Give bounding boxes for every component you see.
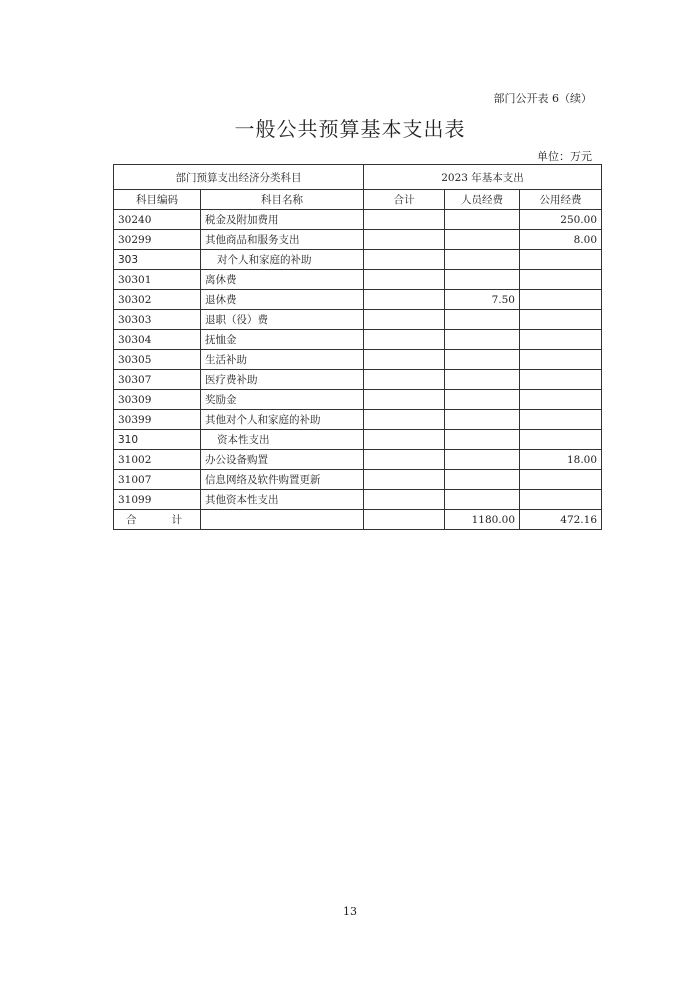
row-personnel: 7.50 [445,290,520,310]
row-total [364,210,445,230]
row-personnel [445,350,520,370]
table-row [114,450,602,470]
row-total [364,450,445,470]
row-name: 其他商品和服务支出 [201,230,364,250]
table-row [114,350,602,370]
row-total [364,250,445,270]
row-public [520,470,602,490]
table-row [114,310,602,330]
row-code: 30299 [114,230,201,250]
row-code: 30399 [114,410,201,430]
table-row [114,430,602,450]
row-personnel [445,210,520,230]
row-code: 310 [114,430,201,450]
row-personnel [445,330,520,350]
total-sum [364,510,445,530]
row-public [520,430,602,450]
table-row [114,470,602,490]
row-name: 其他对个人和家庭的补助 [201,410,364,430]
table-header-row-1 [114,165,602,190]
col-total-header: 合计 [364,190,445,210]
row-name: 其他资本性支出 [201,490,364,510]
table-row [114,230,602,250]
row-name: 信息网络及软件购置更新 [201,470,364,490]
classification-header: 部门预算支出经济分类科目 [114,165,364,190]
table-body [114,210,602,510]
year-budget-header: 2023 年基本支出 [364,165,602,190]
col-name-header: 科目名称 [201,190,364,210]
row-total [364,290,445,310]
row-public [520,390,602,410]
row-code: 31007 [114,470,201,490]
row-public [520,410,602,430]
row-name: 抚恤金 [201,330,364,350]
row-public [520,270,602,290]
total-name-cell [201,510,364,530]
row-personnel [445,490,520,510]
row-personnel [445,390,520,410]
table-row [114,370,602,390]
row-personnel [445,450,520,470]
budget-table [113,164,602,530]
row-name: 办公设备购置 [201,450,364,470]
col-code-header: 科目编码 [114,190,201,210]
total-label-right: 计 [171,514,182,526]
row-public [520,490,602,510]
row-public [520,330,602,350]
row-name: 奖励金 [201,390,364,410]
row-public: 8.00 [520,230,602,250]
col-personnel-header: 人员经费 [445,190,520,210]
row-total [364,430,445,450]
total-public: 472.16 [520,510,602,530]
table-row [114,410,602,430]
table-row [114,210,602,230]
row-name: 对个人和家庭的补助 [201,250,364,270]
row-name: 退休费 [201,290,364,310]
row-total [364,390,445,410]
row-code: 30304 [114,330,201,350]
table-row [114,390,602,410]
row-total [364,270,445,290]
row-total [364,310,445,330]
row-personnel [445,410,520,430]
row-personnel [445,270,520,290]
total-row [114,510,602,530]
row-name: 离休费 [201,270,364,290]
row-public [520,350,602,370]
row-code: 30305 [114,350,201,370]
table-row [114,290,602,310]
row-name: 资本性支出 [201,430,364,450]
table-row [114,270,602,290]
unit-label: 单位：万元 [537,150,592,163]
row-public: 18.00 [520,450,602,470]
row-public [520,250,602,270]
row-total [364,330,445,350]
row-code: 30302 [114,290,201,310]
col-public-header: 公用经费 [520,190,602,210]
row-personnel [445,430,520,450]
total-label-cell [114,510,201,530]
form-id: 部门公开表 6（续） [493,92,592,105]
row-name: 医疗费补助 [201,370,364,390]
table-row [114,250,602,270]
row-total [364,410,445,430]
row-code: 303 [114,250,201,270]
row-personnel [445,250,520,270]
row-public [520,290,602,310]
row-personnel [445,470,520,490]
row-public: 250.00 [520,210,602,230]
row-personnel [445,370,520,390]
row-name: 退职（役）费 [201,310,364,330]
table-row [114,330,602,350]
page-number: 13 [343,905,357,918]
row-name: 税金及附加费用 [201,210,364,230]
row-code: 31002 [114,450,201,470]
row-code: 30301 [114,270,201,290]
total-personnel: 1180.00 [445,510,520,530]
row-total [364,470,445,490]
row-code: 30309 [114,390,201,410]
row-total [364,350,445,370]
row-personnel [445,310,520,330]
total-label-left: 合 [126,514,137,526]
row-code: 30307 [114,370,201,390]
table-header-row-2 [114,190,602,210]
row-name: 生活补助 [201,350,364,370]
row-code: 31099 [114,490,201,510]
page-title: 一般公共预算基本支出表 [234,117,466,141]
row-total [364,230,445,250]
row-code: 30303 [114,310,201,330]
row-code: 30240 [114,210,201,230]
row-total [364,370,445,390]
row-total [364,490,445,510]
row-public [520,370,602,390]
row-public [520,310,602,330]
table-row [114,490,602,510]
row-personnel [445,230,520,250]
